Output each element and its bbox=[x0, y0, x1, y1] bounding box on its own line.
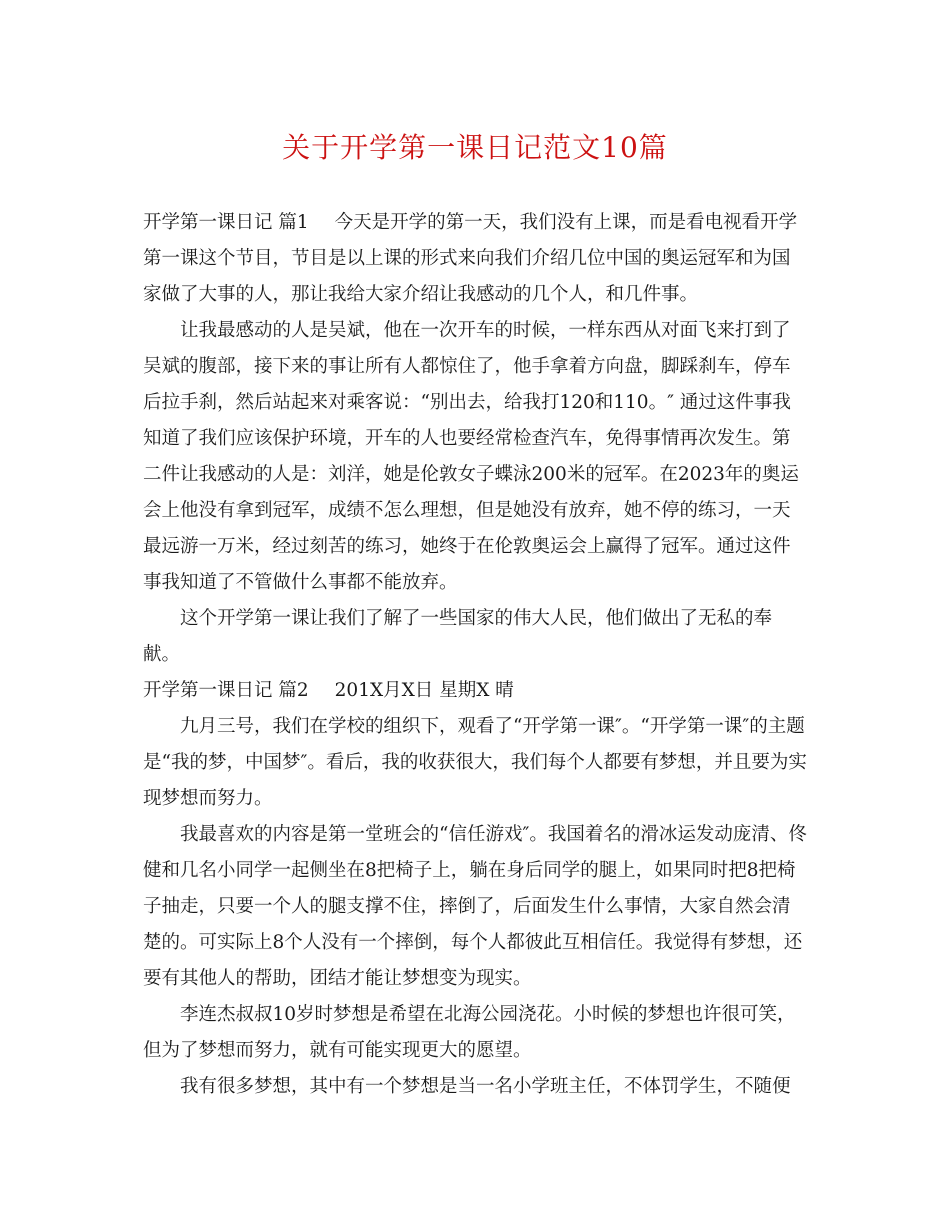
section-2-paragraph-4: 我有很多梦想，其中有一个梦想是当一名小学班主任，不体罚学生，不随便 bbox=[180, 1076, 791, 1097]
section-2-date-line: 201X月X日 星期X 晴 bbox=[334, 680, 514, 701]
section-1-label: 开学第一课日记 篇1 bbox=[143, 212, 309, 233]
section-1-first-paragraph: 今天是开学的第一天，我们没有上课，而是看电视看开学第一课这个节目，节目是以上课的形式来向我们介绍几位中国的奥运冠军和为国家做了大事的人，那让我给大家介绍让我感动的几个人，和几件事。 bbox=[143, 212, 798, 305]
section-1-intro bbox=[143, 205, 808, 313]
section-2-label: 开学第一课日记 篇2 bbox=[143, 680, 309, 701]
document-title: 关于开学第一课日记范文10篇 bbox=[282, 131, 668, 164]
section-1-paragraph-1: 让我最感动的人是吴斌，他在一次开车的时候，一样东西从对面飞来打到了吴斌的腹部，接下来的事让所有人都惊住了，他手拿着方向盘，脚踩刹车，停车后拉手刹，然后站起来对乘客说：“别出去，给我打120和110。″ 通过这件事我知道了我们应该保护环境，开车的人也要经常检查汽车，免得事情再次发生。第二件让我感动的人是：刘洋，她是伦敦女子蝶泳200米的冠军。在2023年的奥运会上他没有拿到冠军，成绩不怎么理想，但是她没有放弃，她不停的练习，一天最远游一万米，经过刻苦的练习，她终于在伦敦奥运会上赢得了冠军。通过这件事我知道了不管做什么事都不能放弃。 bbox=[143, 320, 799, 593]
section-2-paragraph-1: 九月三号，我们在学校的组织下，观看了“开学第一课″。“开学第一课″的主题是“我的梦，中国梦″。看后，我的收获很大，我们每个人都要有梦想，并且要为实现梦想而努力。 bbox=[143, 716, 807, 809]
section-2-paragraph-3: 李连杰叔叔10岁时梦想是希望在北海公园浇花。小时候的梦想也许很可笑，但为了梦想而努力，就有可能实现更大的愿望。 bbox=[143, 1004, 796, 1061]
section-1-paragraph-2: 这个开学第一课让我们了解了一些国家的伟大人民，他们做出了无私的奉献。 bbox=[143, 608, 773, 665]
section-2-paragraph-2: 我最喜欢的内容是第一堂班会的“信任游戏″。我国着名的滑冰运发动庞清、佟健和几名小同学一起侧坐在8把椅子上，躺在身后同学的腿上，如果同时把8把椅子抽走，只要一个人的腿支撑不住，摔倒了，后面发生什么事情，大家自然会清楚的。可实际上8个人没有一个摔倒，每个人都彼此互相信任。我觉得有梦想，还要有其他人的帮助，团结才能让梦想变为现实。 bbox=[143, 824, 807, 989]
section-2-heading bbox=[143, 673, 808, 709]
document-body bbox=[143, 205, 808, 1105]
